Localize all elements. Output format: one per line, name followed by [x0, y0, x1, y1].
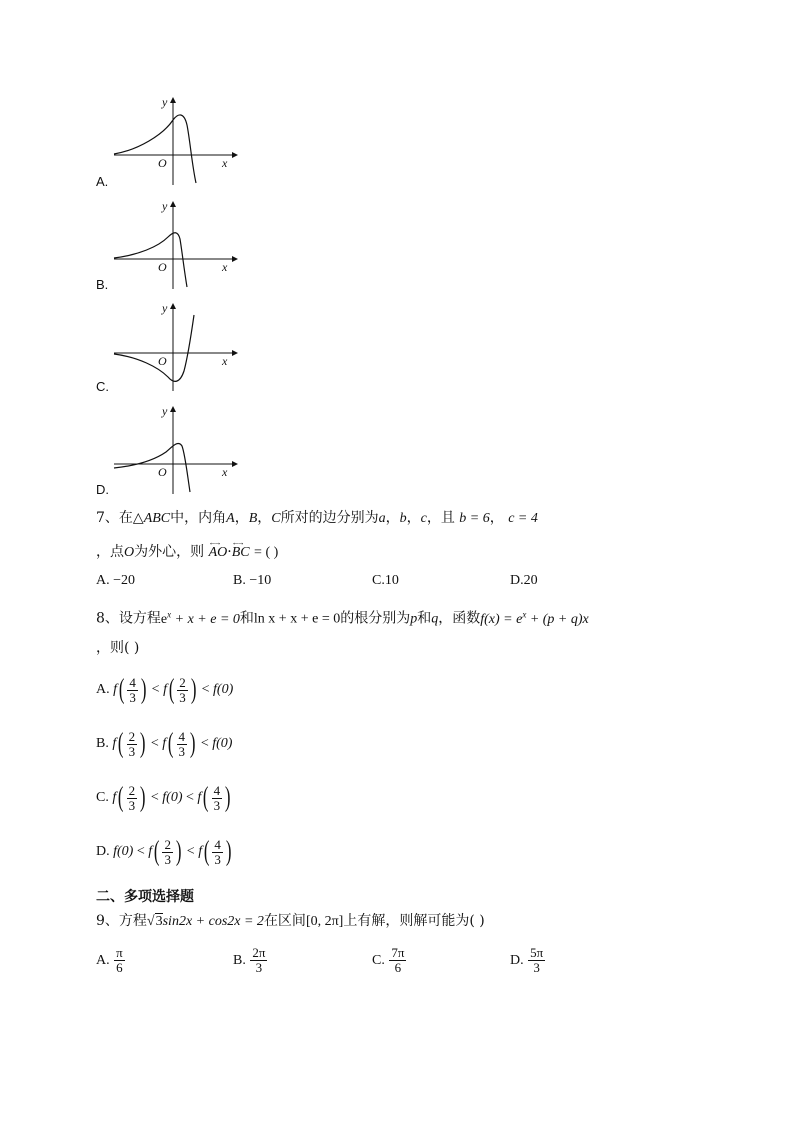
vector-ao: ←→ AO [209, 543, 228, 563]
graph-option-d-label[interactable]: D. [96, 482, 109, 497]
x-axis-label: x [222, 354, 228, 368]
q7-choice-d[interactable]: D.20 [510, 573, 538, 588]
q9-line: 9、方程√3sin2x + cos2x = 2在区间[0, 2π]上有解，则解可能为( ) [96, 913, 485, 929]
y-axis-label: y [162, 95, 168, 109]
graph-option-d [108, 404, 238, 504]
x-axis-label: x [222, 156, 228, 170]
graph-option-a-label[interactable]: A. [96, 174, 109, 189]
q8-line1: 8、设方程$e^x + x + e = 0$和ln x + x + e = 0的根分别为p和q，函数$f(x) = e^x + (p + q)x$ [96, 609, 589, 627]
x-axis-label: x [222, 465, 228, 479]
origin-label: O [158, 260, 167, 274]
graph-option-c-label[interactable]: C. [96, 379, 109, 394]
q7-choice-a[interactable]: A. −20 [96, 573, 136, 588]
y-axis-label: y [162, 199, 168, 213]
origin-label: O [158, 156, 167, 170]
q7-choice-b[interactable]: B. −10 [233, 573, 272, 588]
origin-label: O [158, 465, 167, 479]
q9-choice-c[interactable]: C. $\frac{7\pi}{6}$ [372, 945, 405, 975]
section-heading: 二、多项选择题 [96, 889, 194, 905]
q8-line2: ，则( ) [96, 640, 140, 656]
q8-choice-a[interactable]: A. f ( $\frac{4}{3}$ ) < f ( $\frac{2}{3}$ ) < f(0) [96, 674, 234, 705]
vector-bc: ←→ BC [232, 543, 250, 563]
q7-choice-c[interactable]: C.10 [372, 573, 399, 588]
q8-choice-d[interactable]: D. f(0) < f ( $\frac{2}{3}$ ) < f ( $\frac{4}{3}$ ) [96, 836, 232, 867]
y-axis-label: y [162, 301, 168, 315]
y-axis-label: y [162, 404, 168, 418]
q9-choice-b[interactable]: B. $\frac{2\pi}{3}$ [233, 945, 266, 975]
origin-label: O [158, 354, 167, 368]
q9-choice-d[interactable]: D. $\frac{5\pi}{3}$ [510, 945, 544, 975]
graph-option-c [108, 301, 238, 401]
graph-option-b [108, 199, 238, 299]
x-axis-label: x [222, 260, 228, 274]
graph-option-b-label[interactable]: B. [96, 277, 109, 292]
graph-option-a [108, 95, 238, 195]
q7-line2: ，点O为外心，则 ←→ AO·←→ BC = ( ) [96, 542, 278, 563]
q8-choice-c[interactable]: C. f ( $\frac{2}{3}$ ) < f(0) < f ( $\frac{4}{3}$ ) [96, 782, 231, 813]
q8-choice-b[interactable]: B. f ( $\frac{2}{3}$ ) < f ( $\frac{4}{3}$ ) < f(0) [96, 728, 233, 759]
q7-line1: 7、在△ABC中，内角A，B，C所对的边分别为a，b，c，且 b = 6， c = 4 [96, 510, 538, 526]
q9-choice-a[interactable]: A. $\frac{\pi}{6}$ [96, 945, 123, 975]
